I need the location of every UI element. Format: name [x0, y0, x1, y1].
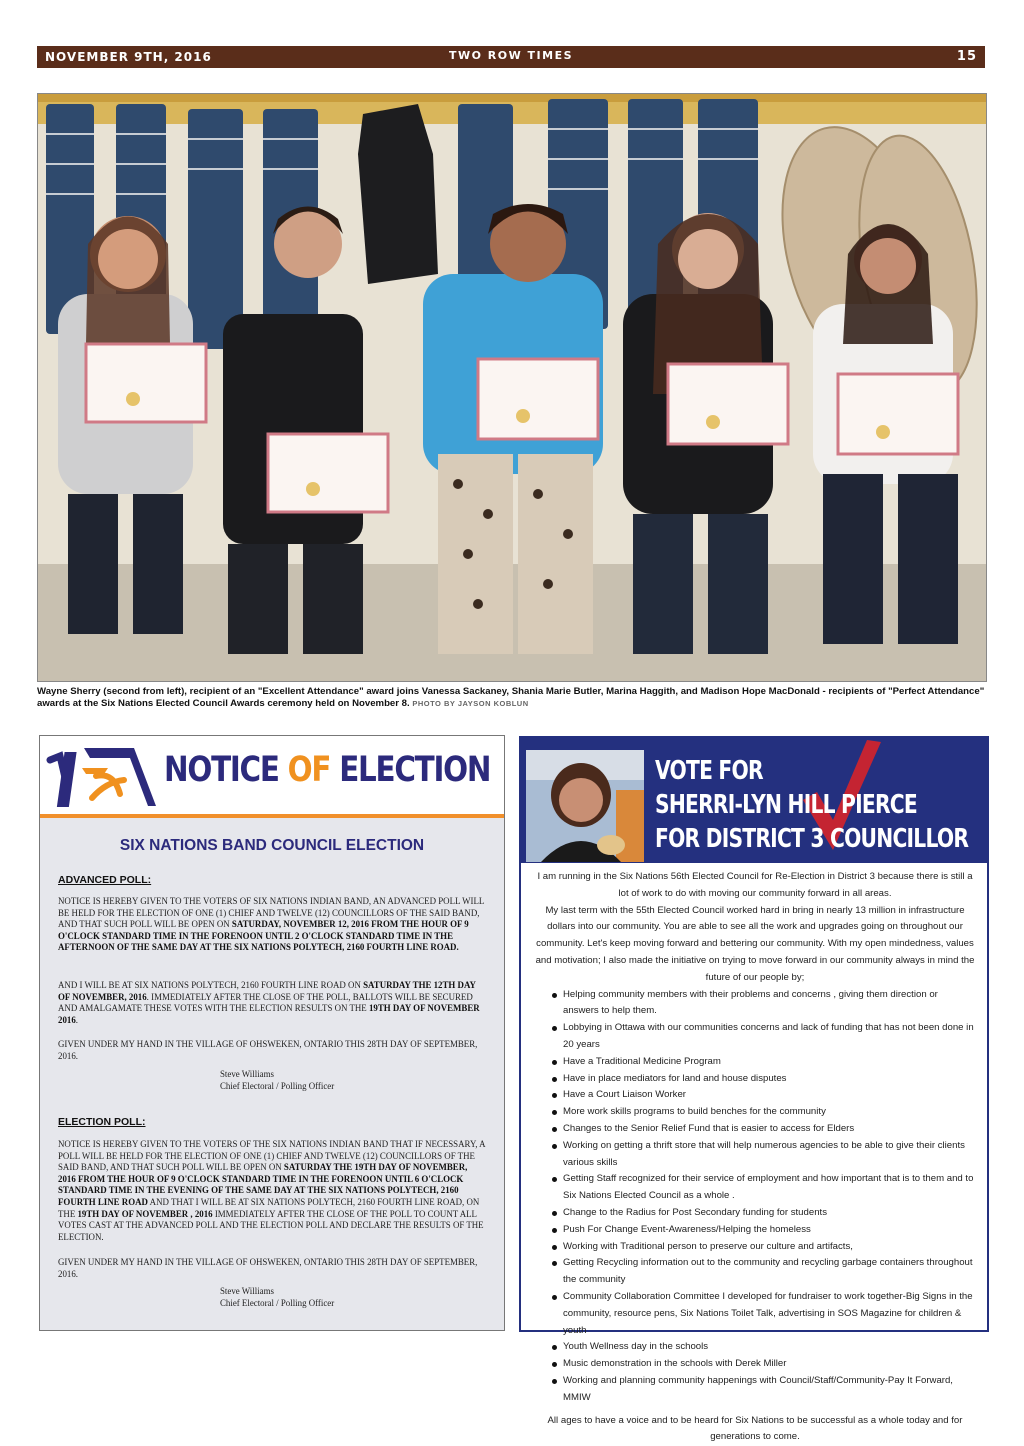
platform-list-item: Change to the Radius for Post Secondary funding for students — [563, 1205, 975, 1222]
platform-list-item: Music demonstration in the schools with Derek Miller — [563, 1356, 975, 1373]
ballot-box-logo-icon — [44, 742, 156, 812]
vote-title-line-3: FOR DISTRICT 3 COUNCILLOR — [655, 822, 968, 856]
notice-title — [164, 750, 490, 790]
election-poll-paragraph-2: GIVEN UNDER MY HAND IN THE VILLAGE OF OHSWEKEN, ONTARIO THIS 28TH DAY OF SEPTEMBER, 2016. — [58, 1257, 486, 1280]
notice-subtitle: SIX NATIONS BAND COUNCIL ELECTION — [40, 837, 504, 855]
platform-list-item: Youth Wellness day in the schools — [563, 1339, 975, 1356]
signature-name: Steve Williams — [220, 1069, 334, 1081]
text-run-bold: SATURDAY THE 19TH DAY OF NOVEMBER, 2016 FROM THE HOUR OF 9 O'CLOCK STANDARD TIME IN THE FORENOON UNTIL 6 O'CLOCK STANDARD TIME IN THE EVENING OF THE SAME DAY AT THE SIX NATIONS POLYTECH, 2160 FOURTH LINE ROAD — [58, 1162, 467, 1207]
text-run: . IMMEDIATELY AFTER THE CLOSE OF THE POLL, BALLOTS WILL BE SECURED AND AMALGAMATE THESE VOTES WITH THE ELECTION RESULTS ON THE — [58, 992, 473, 1014]
notice-title-word-notice: NOTICE — [164, 750, 279, 790]
platform-list-item: Have a Court Liaison Worker — [563, 1087, 975, 1104]
platform-list-item: Working with Traditional person to preserve our culture and artifacts, — [563, 1239, 975, 1256]
platform-list-item: Working on getting a thrift store that will help numerous agencies to be able to give their clients various skills — [563, 1138, 975, 1172]
vote-header — [521, 738, 987, 863]
election-poll-heading: ELECTION POLL: — [58, 1116, 146, 1128]
text-run-bold: SATURDAY THE 12TH DAY OF NOVEMBER, 2016 — [58, 980, 476, 1002]
text-run: AND THAT I WILL BE AT SIX NATIONS POLYTECH, 2160 FOURTH LINE ROAD, ON THE — [58, 1197, 479, 1219]
platform-list — [535, 987, 975, 1407]
platform-list-item: More work skills programs to build benches for the community — [563, 1104, 975, 1121]
notice-of-election-ad — [39, 735, 505, 1331]
text-run: . — [76, 1015, 78, 1025]
platform-list-item: Have in place mediators for land and house disputes — [563, 1071, 975, 1088]
issue-date: NOVEMBER 9TH, 2016 — [45, 50, 212, 64]
platform-list-item: Helping community members with their problems and concerns , giving them direction or answers to help them. — [563, 987, 975, 1021]
vote-title-line-1: VOTE FOR — [655, 754, 968, 788]
photo-credit: PHOTO BY JAYSON KOBLUN — [412, 699, 528, 708]
text-run-bold: SATURDAY, NOVEMBER 12, 2016 FROM THE HOUR OF 9 O'CLOCK STANDARD TIME IN THE FORENOON UNTIL 2 O'CLOCK STANDARD TIME IN THE AFTERNOON OF THE SAME DAY AT THE SIX NATIONS POLYTECH, 2160 FOURTH LINE ROAD. — [58, 919, 469, 952]
platform-list-item: Have a Traditional Medicine Program — [563, 1054, 975, 1071]
signature-name: Steve Williams — [220, 1286, 334, 1298]
vote-body — [535, 869, 975, 1446]
page-number: 15 — [957, 49, 977, 64]
photo-caption — [37, 686, 987, 710]
notice-title-word-of: OF — [288, 750, 331, 790]
text-run: NOTICE IS HEREBY GIVEN TO THE VOTERS OF SIX NATIONS INDIAN BAND, AN ADVANCED POLL WILL BE HELD FOR THE ELECTION OF ONE (1) CHIEF AND TWELVE (12) COUNCILLORS OF THE SAID BAND, AND THAT SUCH POLL WILL BE OPEN ON — [58, 896, 484, 929]
election-poll-signature — [220, 1286, 334, 1309]
platform-list-item: Lobbying in Ottawa with our communities concerns and lack of funding that has not been done in 20 years — [563, 1020, 975, 1054]
platform-list-item: Working and planning community happenings with Council/Staff/Community-Pay It Forward, MMIW — [563, 1373, 975, 1407]
advanced-poll-paragraph-2 — [58, 980, 486, 1026]
vote-intro-1: I am running in the Six Nations 56th Elected Council for Re-Election in District 3 because there is still a lot of work to do with moving our community forward in all areas. — [535, 869, 975, 903]
text-run-bold: 19TH DAY OF NOVEMBER 2016 — [58, 1003, 480, 1025]
platform-list-item: Push For Change Event-Awareness/Helping the homeless — [563, 1222, 975, 1239]
vote-intro-2: My last term with the 55th Elected Council worked hard in bring in nearly 13 million in infrastructure dollars into our community. You are able to see all the work and upgrades going on throughout our community. Let's keep moving forward and bettering our community. With my open mindedness, values and motivation; I also made the initiative on trying to move forward in our community always in mind the future of our people by; — [535, 903, 975, 987]
election-poll-paragraph-1 — [58, 1139, 486, 1243]
awards-photo-illustration — [38, 94, 986, 681]
signature-title: Chief Electoral / Polling Officer — [220, 1298, 334, 1310]
notice-header — [40, 736, 504, 818]
text-run: IMMEDIATELY AFTER THE CLOSE OF THE POLL TO COUNT ALL VOTES CAST AT THE ADVANCED POLL AND THE ELECTION POLL AND DECLARE THE RESULTS OF THE ELECTION. — [58, 1209, 484, 1242]
advanced-poll-paragraph-1 — [58, 896, 486, 954]
vote-title-line-2: SHERRI-LYN HILL PIERCE — [655, 788, 968, 822]
platform-list-item: Community Collaboration Committee I developed for fundraiser to work together-Big Signs in the community, resource pens, Six Nations Toilet Talk, advertising in SOS Magazine for children & youth — [563, 1289, 975, 1339]
platform-list-item: Getting Recycling information out to the community and recycling garbage containers throughout the community — [563, 1255, 975, 1289]
advanced-poll-paragraph-3: GIVEN UNDER MY HAND IN THE VILLAGE OF OHSWEKEN, ONTARIO THIS 28TH DAY OF SEPTEMBER, 2016. — [58, 1039, 486, 1062]
vote-title — [655, 754, 968, 856]
candidate-photo — [526, 750, 644, 862]
signature-title: Chief Electoral / Polling Officer — [220, 1081, 334, 1093]
newspaper-name: TWO ROW TIMES — [37, 49, 985, 62]
platform-list-item: Changes to the Senior Relief Fund that is easier to access for Elders — [563, 1121, 975, 1138]
page-header — [37, 46, 985, 68]
text-run: NOTICE IS HEREBY GIVEN TO THE VOTERS OF THE SIX NATIONS INDIAN BAND THAT IF NECESSARY, A POLL WILL BE HELD FOR THE ELECTION OF ONE (1) CHIEF AND TWELVE (12) COUNCILLORS OF THE SAID BAND, AND THAT SUCH POLL WILL BE OPEN ON — [58, 1139, 485, 1172]
text-run-bold: 19TH DAY OF NOVEMBER , 2016 — [77, 1209, 212, 1219]
notice-title-word-election: ELECTION — [339, 750, 490, 790]
platform-list-item: Getting Staff recognized for their service of employment and how important that is to them and to Six Nations Elected Council as a whole . — [563, 1171, 975, 1205]
vote-for-ad — [519, 736, 989, 1332]
advanced-poll-signature — [220, 1069, 334, 1092]
vote-closing: All ages to have a voice and to be heard for Six Nations to be successful as a whole today and for generations to come. — [535, 1413, 975, 1446]
caption-text: Wayne Sherry (second from left), recipient of an "Excellent Attendance" award joins Vanessa Sackaney, Shania Marie Butler, Marina Haggith, and Madison Hope MacDonald - recipients of "Perfect Attendance" awards at the Six Nations Elected Council Awards ceremony held on November 8. — [37, 686, 984, 709]
awards-photo — [37, 93, 987, 682]
text-run: AND I WILL BE AT SIX NATIONS POLYTECH, 2160 FOURTH LINE ROAD ON — [58, 980, 363, 990]
candidate-portrait — [526, 750, 644, 862]
advanced-poll-heading: ADVANCED POLL: — [58, 874, 151, 886]
